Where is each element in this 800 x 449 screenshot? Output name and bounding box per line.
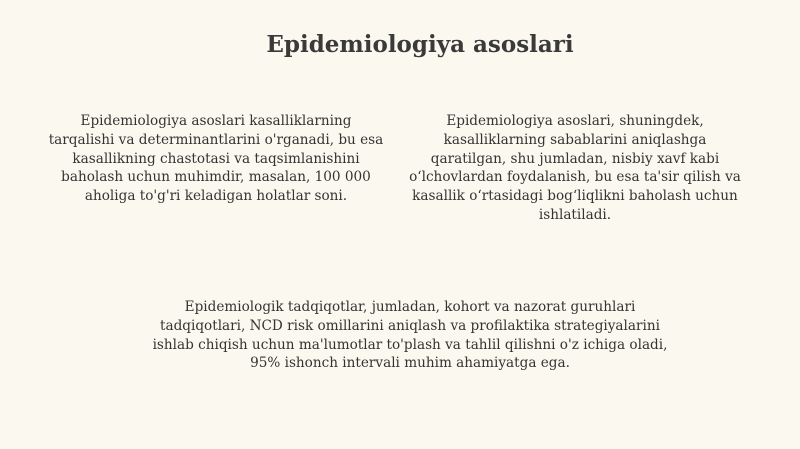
slide-title: Epidemiologiya asoslari <box>266 31 574 58</box>
left-paragraph: Epidemiologiya asoslari kasalliklarning tarqalishi va determinantlarini o'rganadi, bu esa kasallikning chastotasi va taqsimlanishini baholash uchun muhimdir, masalan, 100 000 aholiga to'g'ri keladigan holatlar soni. <box>48 113 384 205</box>
right-paragraph: Epidemiologiya asoslari, shuningdek, kasalliklarning sabablarini aniqlashga qaratilgan, shu jumladan, nisbiy xavf kabi o‘lchovlardan foydalanish, bu esa ta'sir qilish va kasallik o‘rtasidagi bog‘liqlikni baholash uchun ishlatiladi. <box>409 113 741 223</box>
bottom-paragraph: Epidemiologik tadqiqotlar, jumladan, kohort va nazorat guruhlari tadqiqotlari, NCD risk omillarini aniqlash va profilaktika strategiyalarini ishlab chiqish uchun ma'lumotlar to'plash va tahlil qilishni o'z ichiga oladi, 95% ishonch intervali muhim ahamiyatga ega. <box>152 299 668 372</box>
